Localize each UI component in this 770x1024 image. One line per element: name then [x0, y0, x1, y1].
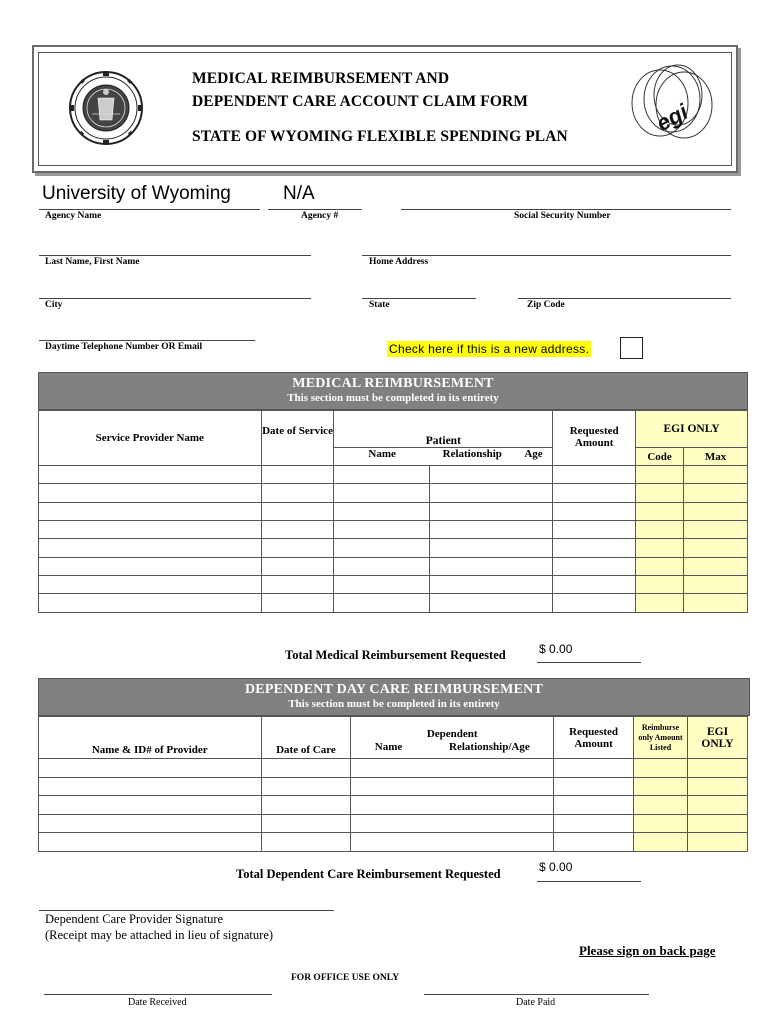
dependent-table	[38, 716, 748, 852]
dependent-col-dependent-group	[351, 717, 554, 759]
medical-total-label: Total Medical Reimbursement Requested	[285, 648, 506, 662]
medical-total-line	[537, 662, 641, 663]
signature-line[interactable]	[39, 910, 334, 911]
dependent-section-subtitle: This section must be completed in its entirety	[288, 698, 500, 710]
state-label: State	[369, 300, 390, 310]
date-paid-label: Date Paid	[516, 997, 556, 1008]
table-row[interactable]	[39, 796, 748, 815]
table-row[interactable]	[39, 576, 748, 594]
signature-label: Dependent Care Provider Signature	[45, 912, 224, 926]
medical-col-relationship: Relationship	[430, 448, 515, 466]
dependent-col-egi: EGI ONLY	[688, 717, 748, 759]
table-row[interactable]	[39, 539, 748, 558]
table-row[interactable]	[39, 759, 748, 778]
dependent-section-title: DEPENDENT DAY CARE REIMBURSEMENT	[245, 682, 543, 697]
city-line[interactable]	[39, 298, 311, 299]
dependent-section-bar	[38, 678, 750, 716]
dependent-header-row	[39, 717, 748, 759]
phone-label: Daytime Telephone Number OR Email	[45, 342, 203, 352]
agency-number-line	[268, 209, 362, 210]
home-address-label: Home Address	[369, 257, 429, 267]
table-row[interactable]	[39, 594, 748, 613]
egi-logo-icon	[626, 57, 722, 147]
zip-label: Zip Code	[527, 300, 565, 310]
dependent-col-provider: Name & ID# of Provider	[39, 717, 262, 759]
dependent-col-dependent: Dependent	[426, 728, 478, 740]
medical-col-egi: EGI ONLY	[636, 411, 748, 448]
name-line[interactable]	[39, 255, 311, 256]
state-line[interactable]	[362, 298, 476, 299]
table-row[interactable]	[39, 778, 748, 796]
medical-col-provider: Service Provider Name	[39, 411, 262, 466]
medical-table	[38, 410, 748, 613]
new-address-label: Check here if this is a new address.	[389, 342, 590, 356]
zip-line[interactable]	[518, 298, 731, 299]
dependent-col-name: Name	[374, 741, 403, 753]
egi-logo-text: egi	[652, 98, 693, 136]
table-row[interactable]	[39, 503, 748, 521]
agency-name-value[interactable]: University of Wyoming	[42, 183, 231, 204]
medical-col-max: Max	[684, 448, 748, 466]
form-title-line1: MEDICAL REIMBURSEMENT AND	[192, 70, 450, 87]
medical-col-name: Name	[334, 448, 430, 466]
home-address-line[interactable]	[362, 255, 731, 256]
medical-col-requested: Requested Amount	[553, 411, 636, 466]
table-row[interactable]	[39, 484, 748, 503]
table-row[interactable]	[39, 833, 748, 852]
dependent-total-value[interactable]: $ 0.00	[539, 860, 573, 874]
form-title-line3: STATE OF WYOMING FLEXIBLE SPENDING PLAN	[192, 128, 568, 145]
medical-section-subtitle: This section must be completed in its entirety	[287, 392, 499, 404]
ssn-label: Social Security Number	[514, 211, 611, 221]
dependent-col-date: Date of Care	[261, 717, 351, 759]
dependent-col-reimburse: Reimburse only Amount Listed	[634, 717, 688, 759]
medical-col-age: Age	[515, 448, 553, 466]
agency-number-label: Agency #	[301, 211, 339, 221]
dependent-subheaders	[351, 741, 553, 753]
wyoming-seal-icon	[68, 70, 144, 146]
new-address-checkbox[interactable]	[620, 337, 643, 359]
table-row[interactable]	[39, 521, 748, 539]
dependent-total-line	[537, 881, 641, 882]
table-row[interactable]	[39, 815, 748, 833]
agency-number-value[interactable]: N/A	[283, 183, 315, 204]
medical-col-date: Date of Service	[261, 411, 334, 466]
office-use-label: FOR OFFICE USE ONLY	[291, 973, 400, 983]
medical-section-title: MEDICAL REIMBURSEMENT	[292, 376, 494, 391]
medical-col-patient: Patient	[334, 411, 553, 448]
signature-note: (Receipt may be attached in lieu of signature)	[45, 928, 274, 942]
form-title-line2: DEPENDENT CARE ACCOUNT CLAIM FORM	[192, 93, 528, 110]
date-received-line[interactable]	[44, 994, 272, 995]
city-label: City	[45, 300, 63, 310]
agency-name-label: Agency Name	[45, 211, 102, 221]
dependent-col-relationship: Relationship/Age	[449, 741, 530, 753]
medical-col-code: Code	[636, 448, 684, 466]
phone-line[interactable]	[39, 340, 255, 341]
medical-section-bar	[38, 372, 748, 410]
sign-back-note: Please sign on back page	[579, 943, 716, 958]
table-row[interactable]	[39, 466, 748, 484]
medical-total-value[interactable]: $ 0.00	[539, 642, 573, 656]
name-label: Last Name, First Name	[45, 257, 140, 267]
medical-header-row	[39, 411, 748, 448]
table-row[interactable]	[39, 558, 748, 576]
dependent-total-label: Total Dependent Care Reimbursement Requested	[236, 867, 501, 881]
agency-name-line	[39, 209, 260, 210]
date-received-label: Date Received	[128, 997, 187, 1008]
date-paid-line[interactable]	[424, 994, 649, 995]
ssn-line[interactable]	[401, 209, 731, 210]
dependent-col-requested: Requested Amount	[554, 717, 634, 759]
